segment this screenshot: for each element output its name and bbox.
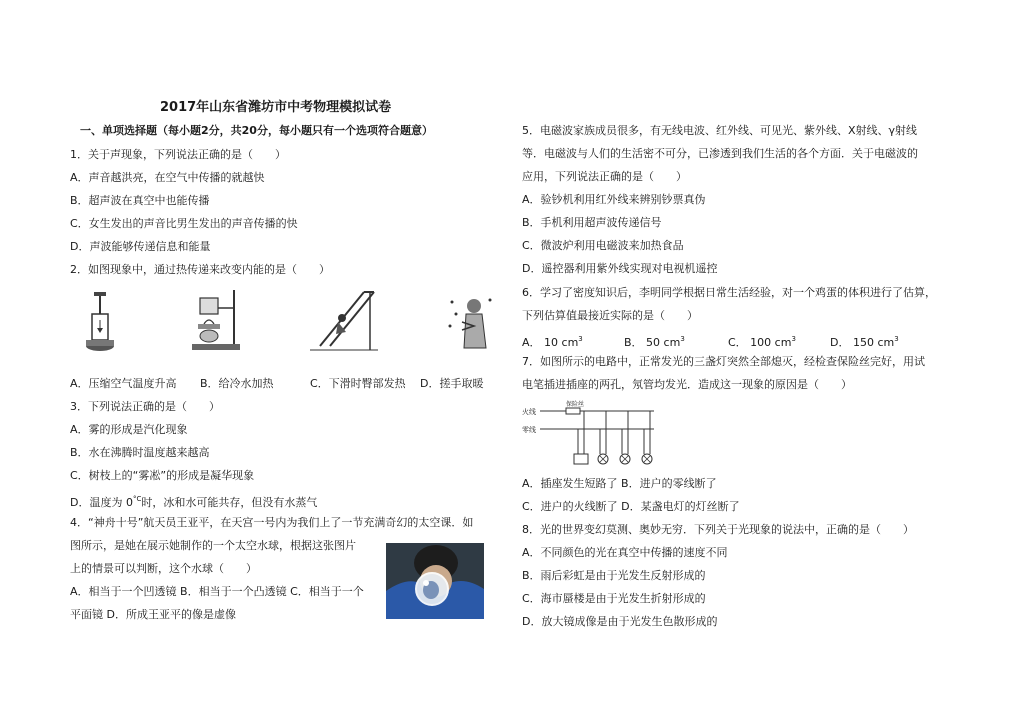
q3-option-a: A．雾的形成是汽化现象 — [70, 423, 188, 436]
q4-line-2: 图所示，是她在展示她制作的一个太空水球，根据这张图片 — [70, 539, 356, 552]
q5-option-b: B．手机利用超声波传递信号 — [522, 216, 662, 229]
q8-option-d: D．放大镜成像是由于光发生色散形成的 — [522, 615, 718, 628]
air-compression-figure — [80, 290, 120, 354]
q3-option-c: C．树枝上的“雾凇”的形成是凝华现象 — [70, 469, 255, 482]
q1-option-a: A．声音越洪亮，在空气中传播的就越快 — [70, 171, 265, 184]
q5-line-3: 应用，下列说法正确的是（ ） — [522, 170, 687, 183]
fuse-label: 保险丝 — [566, 401, 585, 408]
q4-line-1: 4．“神舟十号”航天员王亚平，在天宫一号内为我们上了一节充满奇幻的太空课．如 — [70, 516, 474, 529]
q2-stem: 2．如图现象中，通过热传递来改变内能的是（ ） — [70, 263, 330, 276]
circuit-diagram — [520, 398, 660, 470]
rubbing-hands-figure — [444, 292, 496, 352]
fire-wire-label: 火线 — [522, 408, 536, 416]
water-ball-photo — [386, 543, 484, 619]
q2-option-c: C．下滑时臀部发热 — [310, 377, 406, 390]
section-heading: 一、单项选择题（每小题2分，共20分，每小题只有一个选项符合题意） — [80, 124, 433, 137]
q8-option-b: B．雨后彩虹是由于光发生反射形成的 — [522, 569, 706, 582]
q4-line-4: A．相当于一个凹透镜 B．相当于一个凸透镜 C．相当于一个 — [70, 585, 364, 598]
q6-option-d: D． 150 $cm^3$ — [830, 335, 899, 349]
q6-option-c: C． 100 $cm^3$ — [728, 335, 796, 349]
q2-option-a: A．压缩空气温度升高 — [70, 377, 177, 390]
q1-option-c: C．女生发出的声音比男生发出的声音传播的快 — [70, 217, 298, 230]
q7-options-cd: C．进户的火线断了 D．某盏电灯的灯丝断了 — [522, 500, 740, 513]
q7-options-ab: A．插座发生短路了 B．进户的零线断了 — [522, 477, 717, 490]
q1-stem: 1．关于声现象，下列说法正确的是（ ） — [70, 148, 286, 161]
q2-option-d: D．搓手取暖 — [420, 377, 484, 390]
q6-option-b: B． 50 $cm^3$ — [624, 335, 685, 349]
q7-line-2: 电笔插进插座的两孔，氖管均发光．造成这一现象的原因是（ ） — [522, 378, 852, 391]
q8-option-c: C．海市蜃楼是由于光发生折射形成的 — [522, 592, 706, 605]
heating-water-figure — [188, 288, 244, 354]
q6-line-1: 6．学习了密度知识后，李明同学根据日常生活经验，对一个鸡蛋的体积进行了估算， — [522, 286, 936, 299]
page-title: 2017年山东省潍坊市中考物理模拟试卷 — [160, 100, 392, 115]
q3-option-d: D．温度为 $0^{^\circ C}$时，冰和水可能共存，但没有水蒸气 — [70, 495, 318, 509]
q5-option-d: D．遥控器利用紫外线实现对电视机遥控 — [522, 262, 718, 275]
q1-option-b: B．超声波在真空中也能传播 — [70, 194, 210, 207]
q5-option-a: A．验钞机利用红外线来辨别钞票真伪 — [522, 193, 706, 206]
q4-line-3: 上的情景可以判断，这个水球（ ） — [70, 562, 257, 575]
zero-wire-label: 零线 — [522, 426, 536, 434]
q7-line-1: 7．如图所示的电路中，正常发光的三盏灯突然全部熄灭，经检查保险丝完好，用试 — [522, 355, 925, 368]
q6-line-2: 下列估算值最接近实际的是（ ） — [522, 309, 698, 322]
slide-figure — [308, 288, 380, 354]
q5-line-1: 5．电磁波家族成员很多，有无线电波、红外线、可见光、紫外线、X射线、γ射线 — [522, 124, 918, 137]
q3-stem: 3．下列说法正确的是（ ） — [70, 400, 220, 413]
q6-option-a: A． 10 $cm^3$ — [522, 335, 583, 349]
q3-option-b: B．水在沸腾时温度越来越高 — [70, 446, 210, 459]
q4-line-5: 平面镜 D．所成王亚平的像是虚像 — [70, 608, 236, 621]
q5-line-2: 等．电磁波与人们的生活密不可分，已渗透到我们生活的各个方面．关于电磁波的 — [522, 147, 918, 160]
q8-option-a: A．不同颜色的光在真空中传播的速度不同 — [522, 546, 728, 559]
q2-option-b: B．给冷水加热 — [200, 377, 274, 390]
q1-option-d: D．声波能够传递信息和能量 — [70, 240, 211, 253]
q8-stem: 8．光的世界变幻莫测、奥妙无穷．下列关于光现象的说法中，正确的是（ ） — [522, 523, 914, 536]
q5-option-c: C．微波炉利用电磁波来加热食品 — [522, 239, 684, 252]
